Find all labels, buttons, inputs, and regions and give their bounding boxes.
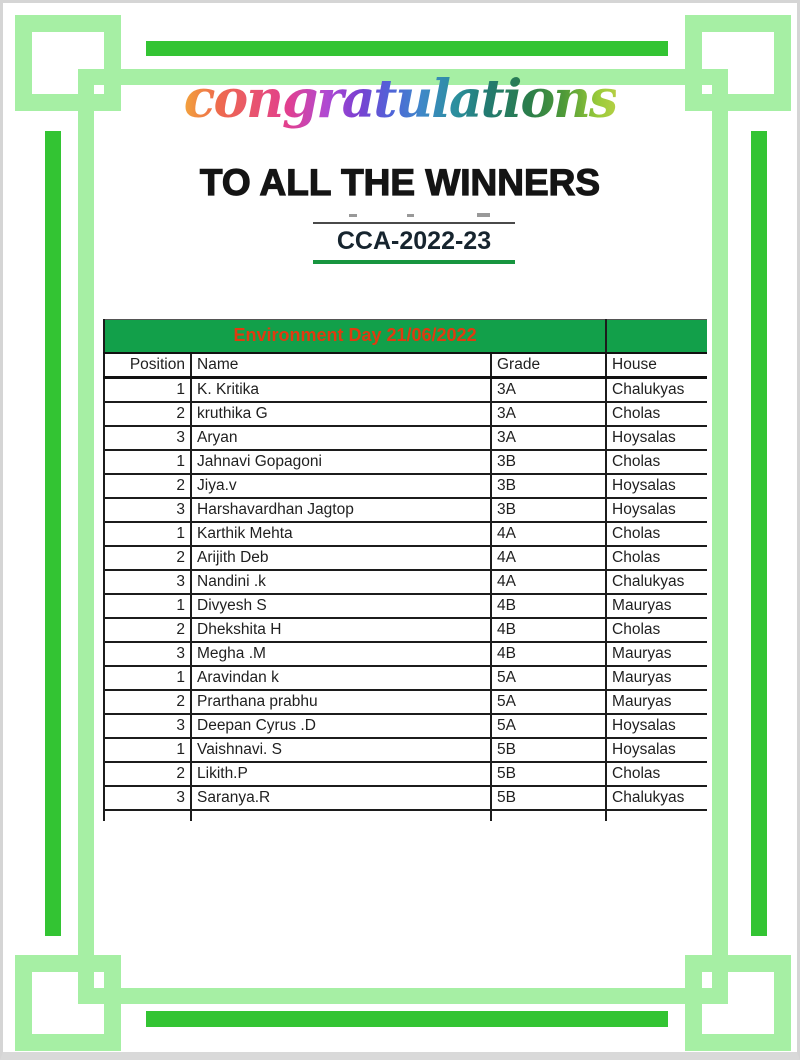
frame-corner-square-top-right xyxy=(685,15,791,111)
cell-position: 1 xyxy=(104,450,191,474)
cell-grade: 5A xyxy=(491,714,606,738)
frame-dark-bar-right xyxy=(751,131,767,936)
cell-position: 2 xyxy=(104,546,191,570)
stub-row xyxy=(104,810,707,821)
column-header-grade: Grade xyxy=(491,353,606,378)
cell-name: Aravindan k xyxy=(191,666,491,690)
cell-house: Cholas xyxy=(606,546,707,570)
session-label: CCA-2022-23 xyxy=(313,222,515,264)
table-row xyxy=(104,474,707,498)
cell-name: Karthik Mehta xyxy=(191,522,491,546)
cell-name: Prarthana prabhu xyxy=(191,690,491,714)
frame-corner-square-top-left xyxy=(15,15,121,111)
cell-house: Cholas xyxy=(606,450,707,474)
cell-name: Jahnavi Gopagoni xyxy=(191,450,491,474)
cell-position: 1 xyxy=(104,522,191,546)
cell-grade: 4B xyxy=(491,594,606,618)
table-row xyxy=(104,402,707,426)
cell-grade: 3A xyxy=(491,402,606,426)
cell-grade: 3A xyxy=(491,426,606,450)
frame-notch xyxy=(702,85,712,94)
artifact-tick xyxy=(477,213,490,217)
cell-grade: 3B xyxy=(491,498,606,522)
frame-light-bar-bottom xyxy=(78,988,728,1004)
table-header-row xyxy=(104,353,707,378)
table-row xyxy=(104,570,707,594)
frame-dark-bar-left xyxy=(45,131,61,936)
cell-grade: 4B xyxy=(491,618,606,642)
cell-position: 2 xyxy=(104,474,191,498)
frame-dark-bar-bottom xyxy=(146,1011,668,1027)
table-row xyxy=(104,522,707,546)
column-header-house: House xyxy=(606,353,707,378)
cell-position: 3 xyxy=(104,498,191,522)
event-banner: Environment Day 21/06/2022 xyxy=(104,320,606,353)
table-body xyxy=(104,378,707,810)
cell-house: Cholas xyxy=(606,402,707,426)
frame-notch xyxy=(94,85,104,94)
cell-house: Cholas xyxy=(606,522,707,546)
cell-position: 2 xyxy=(104,690,191,714)
cell-grade: 5B xyxy=(491,762,606,786)
cell-grade: 4A xyxy=(491,546,606,570)
cell-name: Vaishnavi. S xyxy=(191,738,491,762)
table-row xyxy=(104,738,707,762)
cell-house: Chalukyas xyxy=(606,786,707,810)
table-row xyxy=(104,762,707,786)
frame-notch xyxy=(702,972,712,988)
frame-light-bar-right xyxy=(712,69,728,1004)
cell-position: 1 xyxy=(104,666,191,690)
cell-name: Divyesh S xyxy=(191,594,491,618)
cell-name: Likith.P xyxy=(191,762,491,786)
cell-grade: 4A xyxy=(491,522,606,546)
table-row xyxy=(104,546,707,570)
table-row xyxy=(104,450,707,474)
cell-position: 3 xyxy=(104,786,191,810)
cell-house: Mauryas xyxy=(606,690,707,714)
cell-name: Nandini .k xyxy=(191,570,491,594)
artifact-tick xyxy=(349,214,357,217)
frame-dark-bar-top xyxy=(146,41,668,56)
table-row xyxy=(104,426,707,450)
cell-house: Hoysalas xyxy=(606,738,707,762)
table-row xyxy=(104,594,707,618)
cell-house: Cholas xyxy=(606,762,707,786)
table-row xyxy=(104,642,707,666)
cell-house: Cholas xyxy=(606,618,707,642)
cell-house: Chalukyas xyxy=(606,570,707,594)
cell-grade: 3B xyxy=(491,450,606,474)
column-header-name: Name xyxy=(191,353,491,378)
table-row xyxy=(104,786,707,810)
table-stub-row xyxy=(104,810,707,821)
cell-grade: 5B xyxy=(491,786,606,810)
event-banner-row xyxy=(104,320,707,353)
cell-position: 2 xyxy=(104,618,191,642)
cell-house: Chalukyas xyxy=(606,378,707,402)
congratulations-script-text: congratulations xyxy=(183,69,617,130)
cell-grade: 5A xyxy=(491,690,606,714)
winners-table xyxy=(103,319,707,821)
cell-house: Mauryas xyxy=(606,666,707,690)
cell-grade: 5A xyxy=(491,666,606,690)
cell-grade: 5B xyxy=(491,738,606,762)
cell-position: 3 xyxy=(104,426,191,450)
cell-position: 1 xyxy=(104,594,191,618)
cell-name: Jiya.v xyxy=(191,474,491,498)
table-row xyxy=(104,378,707,402)
cell-house: Hoysalas xyxy=(606,426,707,450)
table-row xyxy=(104,498,707,522)
artifact-tick xyxy=(407,214,414,217)
cell-position: 3 xyxy=(104,570,191,594)
winners-title: TO ALL THE WINNERS xyxy=(199,162,601,203)
cell-name: Saranya.R xyxy=(191,786,491,810)
cell-position: 1 xyxy=(104,378,191,402)
cell-grade: 4B xyxy=(491,642,606,666)
cell-house: Mauryas xyxy=(606,642,707,666)
table-row xyxy=(104,618,707,642)
cell-house: Hoysalas xyxy=(606,474,707,498)
frame-notch xyxy=(94,972,104,988)
cell-name: Megha .M xyxy=(191,642,491,666)
cell-house: Hoysalas xyxy=(606,498,707,522)
cell-name: Dhekshita H xyxy=(191,618,491,642)
cell-name: Deepan Cyrus .D xyxy=(191,714,491,738)
cell-name: Aryan xyxy=(191,426,491,450)
cell-name: Harshavardhan Jagtop xyxy=(191,498,491,522)
column-header-position: Position xyxy=(104,353,191,378)
table-row xyxy=(104,690,707,714)
cell-grade: 4A xyxy=(491,570,606,594)
event-banner-side-cell xyxy=(606,320,707,353)
cell-house: Mauryas xyxy=(606,594,707,618)
table-row xyxy=(104,714,707,738)
cell-house: Hoysalas xyxy=(606,714,707,738)
cell-name: Arijith Deb xyxy=(191,546,491,570)
cell-position: 2 xyxy=(104,762,191,786)
frame-light-bar-left xyxy=(78,69,94,1004)
cell-grade: 3A xyxy=(491,378,606,402)
cell-grade: 3B xyxy=(491,474,606,498)
cell-position: 3 xyxy=(104,642,191,666)
cell-name: K. Kritika xyxy=(191,378,491,402)
cell-position: 2 xyxy=(104,402,191,426)
table-row xyxy=(104,666,707,690)
cell-name: kruthika G xyxy=(191,402,491,426)
cell-position: 1 xyxy=(104,738,191,762)
cell-position: 3 xyxy=(104,714,191,738)
